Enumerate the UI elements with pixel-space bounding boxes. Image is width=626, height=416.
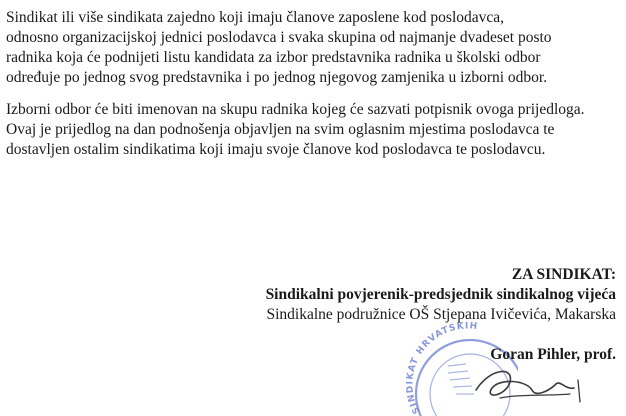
paragraph-line: određuje po jednog svog predstavnika i po jednog njegovog zamjenika u izborni odbor. bbox=[6, 69, 548, 86]
stamp-text: SINDIKAT HRVATSKIH bbox=[405, 321, 479, 416]
signatory-organization: Sindikalne podružnice OŠ Stjepana Ivičevića, Makarska bbox=[266, 306, 616, 323]
paragraph-committee-appointment bbox=[6, 100, 618, 160]
signatory-name: Goran Pihler, prof. bbox=[490, 346, 616, 363]
svg-text:SINDIKAT HRVATSKIH bbox=[405, 321, 478, 415]
signatory-role: Sindikalni povjerenik-predsjednik sindikalnog vijeća bbox=[265, 286, 616, 303]
signature-heading: ZA SINDIKAT: bbox=[511, 266, 616, 283]
paragraph-electoral-committee-composition bbox=[6, 8, 618, 88]
handwritten-signature bbox=[470, 360, 590, 412]
paragraph-line: Sindikat ili više sindikata zajedno koji imaju članove zaposlene kod poslodavca, bbox=[6, 9, 505, 26]
paragraph-line: odnosno organizacijskoj jednici poslodavca i svaka skupina od najmanje dvadeset posto bbox=[6, 29, 552, 46]
paragraph-line: radnika koja će podnijeti listu kandidata za izbor predstavnika radnika u školski odbor bbox=[6, 49, 541, 66]
paragraph-line: dostavljen ostalim sindikatima koji imaju svoje članove kod poslodavca te poslodavcu. bbox=[6, 141, 546, 158]
paragraph-line: Ovaj je prijedlog na dan podnošenja objavljen na svim oglasnim mjestima poslodavca te bbox=[6, 121, 555, 138]
paragraph-line: Izborni odbor će biti imenovan na skupu radnika kojeg će sazvati potpisnik ovoga prijedloga. bbox=[6, 101, 585, 118]
